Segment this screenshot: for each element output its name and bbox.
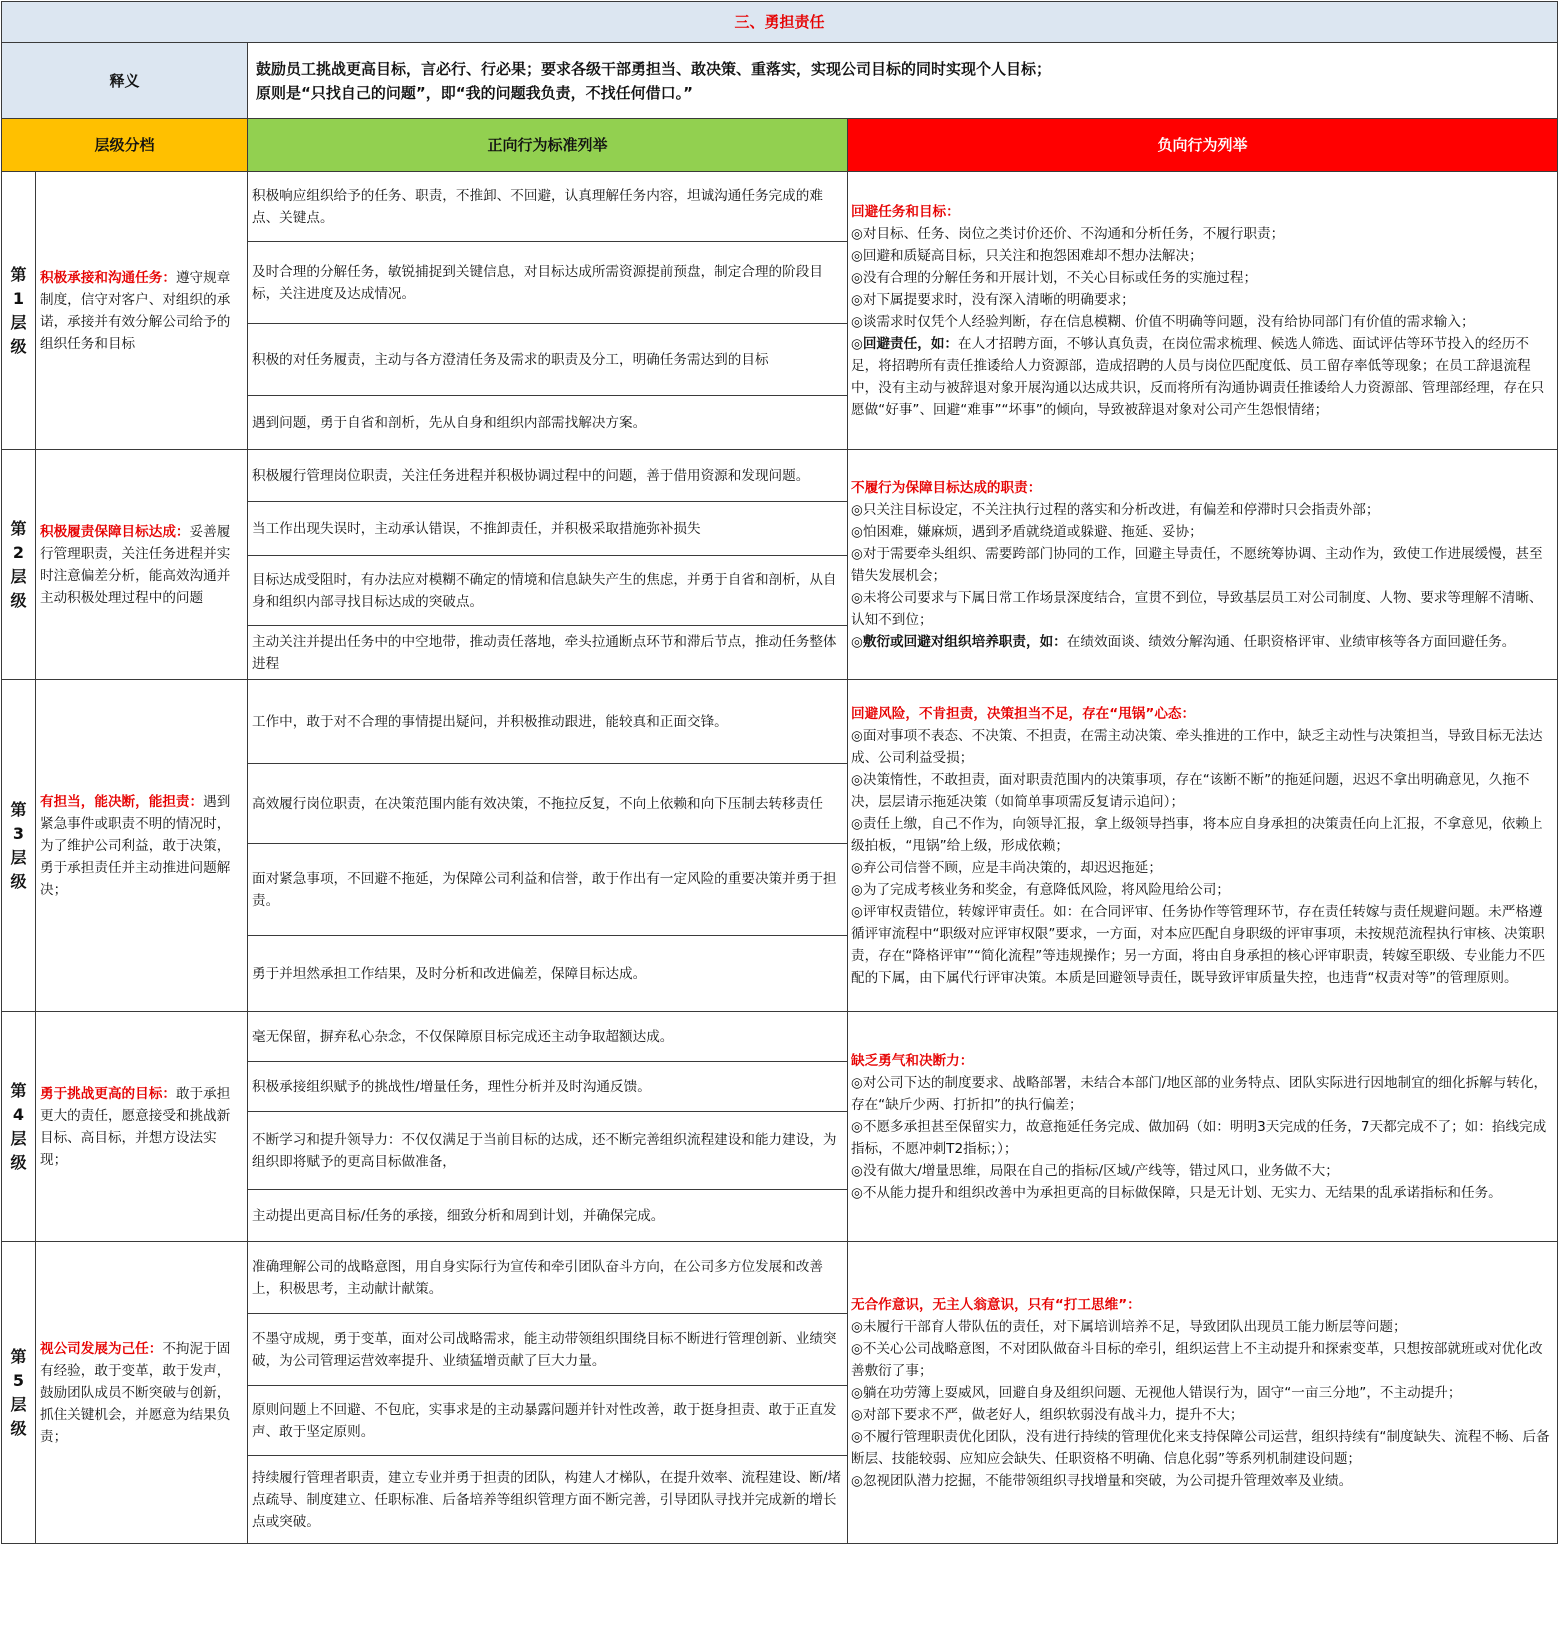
level-number [2,1012,36,1242]
positive-behavior: 准确理解公司的战略意图，用自身实际行为宣传和牵引团队奋斗方向，在公司多方位发展和改善上，积极思考，主动献计献策。 [248,1242,848,1314]
negative-item-text: ◎面对事项不表态、不决策、不担责，在需主动决策、牵头推进的工作中，缺乏主动性与决策担当，导致目标无法达成、公司利益受损； [851,727,1543,766]
negative-item-text: ◎对下属提要求时，没有深入清晰的明确要求； [851,291,1135,308]
negative-item-text: ◎评审权责错位，转嫁评审责任。如：在合同评审、任务协作等管理环节，存在责任转嫁与责任规避问题。未严格遵循评审流程中“职级对应评审权限”要求，一方面，对本应匹配自身职级的评审事项，未按规范流程执行审核、决策职责，存在“降格评审”“简化流程”等违规操作；另一方面，将由自身承担的核心评审职责，转嫁至职级、专业能力不匹配的下属，由下属代行评审决策。本质是回避领导责任，既导致评审质量失控，也违背“权责对等”的管理原则。 [851,903,1546,986]
level-description [36,1012,248,1242]
positive-behavior: 遇到问题，勇于自省和剖析，先从自身和组织内部需找解决方案。 [248,396,848,450]
negative-behaviors [848,1242,1558,1544]
negative-item [851,1072,1554,1116]
negative-item [851,499,1554,521]
definition-text [248,43,1558,119]
level-number-char: 第 [10,1080,27,1100]
negative-item-text: ◎对目标、任务、岗位之类讨价还价、不沟通和分析任务，不履行职责； [851,225,1285,242]
level-number [2,680,36,1012]
negative-item-text: ◎责任上缴，自己不作为，向领导汇报，拿上级领导挡事，将本应自身承担的决策责任向上汇报，不拿意见，依赖上级拍板，“甩锅”给上级，形成依赖； [851,815,1543,854]
level-number-char: 第 [10,799,27,819]
positive-behavior: 主动提出更高目标/任务的承接，细致分析和周到计划，并确保完成。 [248,1190,848,1242]
negative-item-text: ◎没有做大/增量思维，局限在自己的指标/区域/产线等，错过风口，业务做不大； [851,1162,1339,1179]
negative-behaviors [848,450,1558,680]
negative-item-text: ◎不愿多承担甚至保留实力，故意拖延任务完成、做加码（如：明明3天完成的任务，7天都完成不了；如：掐线完成指标，不愿冲刺T2指标；）； [851,1118,1547,1157]
positive-behavior: 积极响应组织给予的任务、职责，不推卸、不回避，认真理解任务内容，坦诚沟通任务完成的难点、关键点。 [248,172,848,242]
level-number [2,1242,36,1544]
negative-item-text: ◎不关心公司战略意图，不对团队做奋斗目标的牵引，组织运营上不主动提升和探索变革，只想按部就班或对优化改善敷衍了事； [851,1340,1543,1379]
negative-item-text: ◎为了完成考核业务和奖金，有意降低风险，将风险甩给公司； [851,881,1230,898]
negative-item-text: 在绩效面谈、绩效分解沟通、任职资格评审、业绩审核等各方面回避任务。 [1066,633,1516,650]
level-row [2,450,1558,502]
negative-item [851,333,1554,421]
negative-item [851,1426,1554,1470]
level-keyword: 积极承接和沟通任务： [40,269,176,286]
level-number-char: 层 [10,566,27,586]
negative-item-text: ◎躺在功劳簿上耍威风，回避自身及组织问题、无视他人错误行为，固守“一亩三分地”，不主动提升； [851,1384,1462,1401]
responsibility-table [1,1,1558,1544]
negative-item [851,245,1554,267]
level-number-char: 级 [10,336,27,356]
positive-behavior: 目标达成受阻时，有办法应对模糊不确定的情境和信息缺失产生的焦虑，并勇于自省和剖析，从自身和组织内部寻找目标达成的突破点。 [248,556,848,626]
header-positive: 正向行为标准列举 [248,119,848,172]
level-number-char: 层 [10,847,27,867]
negative-item-bold: ◎回避责任，如： [851,335,959,352]
positive-behavior: 高效履行岗位职责，在决策范围内能有效决策，不拖拉反复，不向上依赖和向下压制去转移责任 [248,764,848,844]
negative-item-text: ◎对部下要求不严，做老好人，组织软弱没有战斗力，提升不大； [851,1406,1244,1423]
negative-item [851,813,1554,857]
header-negative: 负向行为列举 [848,119,1558,172]
definition-line-1: 鼓励员工挑战更高目标，言必行、行必果；要求各级干部勇担当、敢决策、重落实，实现公司目标的同时实现个人目标； [256,59,1052,78]
level-number-char: 级 [10,1152,27,1172]
level-number-char: 2 [12,542,25,562]
negative-item [851,725,1554,769]
level-row [2,1242,1558,1314]
level-row [2,172,1558,242]
negative-item-bold: ◎敷衍或回避对组织培养职责，如： [851,633,1067,650]
level-desc-text: 不拘泥于固有经验，敢于变革，敢于发声，鼓励团队成员不断突破与创新，抓住关键机会，并愿意为结果负责； [40,1340,231,1445]
negative-item [851,543,1554,587]
negative-item-text: ◎没有合理的分解任务和开展计划，不关心目标或任务的实施过程； [851,269,1258,286]
negative-item-text: ◎决策惰性，不敢担责，面对职责范围内的决策事项，存在“该断不断”的拖延问题，迟迟不拿出明确意见，久拖不决，层层请示拖延决策（如简单事项需反复请示追问）； [851,771,1530,810]
negative-item-text: ◎回避和质疑高目标，只关注和抱怨困难却不想办法解决； [851,247,1203,264]
negative-title: 缺乏勇气和决断力： [851,1052,974,1069]
negative-item [851,521,1554,543]
negative-item-text: ◎忽视团队潜力挖掘，不能带领组织寻找增量和突破，为公司提升管理效率及业绩。 [851,1472,1353,1489]
positive-behavior: 不墨守成规，勇于变革，面对公司战略需求，能主动带领组织围绕目标不断进行管理创新、业绩突破，为公司管理运营效率提升、业绩猛增贡献了巨大力量。 [248,1314,848,1386]
level-row [2,680,1558,764]
positive-behavior: 原则问题上不回避、不包庇，实事求是的主动暴露问题并针对性改善，敢于挺身担责、敢于正直发声、敢于坚定原则。 [248,1386,848,1456]
level-number-char: 1 [12,288,25,308]
level-number-char: 第 [10,518,27,538]
level-number-char: 3 [12,823,25,843]
level-desc-text: 遇到紧急事件或职责不明的情况时，为了维护公司利益，敢于决策，勇于承担责任并主动推进问题解决； [40,793,231,898]
negative-item-text: 在人才招聘方面，不够认真负责，在岗位需求梳理、候选人筛选、面试评估等环节投入的经历不足，将招聘所有责任推诿给人力资源部，造成招聘的人员与岗位匹配度低、员工留存率低等现象；在员工辞退流程中，没有主动与被辞退对象开展沟通以达成共识，反而将所有沟通协调责任推诿给人力资源部、管理部经理，存在只愿做“好事”、回避“难事”“坏事”的倾向，导致被辞退对象对公司产生怨恨情绪； [851,335,1545,418]
positive-behavior: 勇于并坦然承担工作结果，及时分析和改进偏差，保障目标达成。 [248,936,848,1012]
level-number-char: 第 [10,1346,27,1366]
positive-behavior: 毫无保留，摒弃私心杂念，不仅保障原目标完成还主动争取超额达成。 [248,1012,848,1062]
level-row [2,1012,1558,1062]
negative-item-text: ◎未将公司要求与下属日常工作场景深度结合，宣贯不到位，导致基层员工对公司制度、人物、要求等理解不清晰、认知不到位； [851,589,1543,628]
positive-behavior: 主动关注并提出任务中的中空地带，推动责任落地，牵头拉通断点环节和滞后节点，推动任务整体进程 [248,626,848,680]
table-title: 三、勇担责任 [2,2,1558,43]
negative-item [851,857,1554,879]
negative-item [851,879,1554,901]
definition-line-2: 原则是“只找自己的问题”，即“我的问题我负责，不找任何借口。” [256,83,693,102]
negative-behaviors [848,680,1558,1012]
level-keyword: 有担当，能决断，能担责： [40,793,204,810]
negative-item [851,289,1554,311]
negative-item-text: ◎未履行干部育人带队伍的责任，对下属培训培养不足，导致团队出现员工能力断层等问题； [851,1318,1407,1335]
negative-item-text: ◎不履行管理职责优化团队，没有进行持续的管理优化来支持保障公司运营，组织持续有“制度缺失、流程不畅、后备断层、技能较弱、应知应会缺失、任职资格不明确、信息化弱”等系列机制建设问题； [851,1428,1550,1467]
negative-item [851,1182,1554,1204]
negative-item [851,311,1554,333]
negative-item [851,1160,1554,1182]
negative-item [851,1338,1554,1382]
positive-behavior: 当工作出现失误时，主动承认错误，不推卸责任，并积极采取措施弥补损失 [248,502,848,556]
level-number-char: 第 [10,264,27,284]
negative-item [851,1382,1554,1404]
negative-title: 回避任务和目标： [851,203,960,220]
positive-behavior: 积极的对任务履责，主动与各方澄清任务及需求的职责及分工，明确任务需达到的目标 [248,324,848,396]
level-description [36,1242,248,1544]
header-level: 层级分档 [2,119,248,172]
negative-item-text: ◎怕困难，嫌麻烦，遇到矛盾就绕道或躲避、拖延、妥协； [851,523,1203,540]
negative-item-text: ◎对公司下达的制度要求、战略部署，未结合本部门/地区部的业务特点、团队实际进行因地制宜的细化拆解与转化，存在“缺斤少两、打折扣”的执行偏差； [851,1074,1548,1113]
level-keyword: 视公司发展为己任： [40,1340,163,1357]
negative-item-text: ◎只关注目标设定，不关注执行过程的落实和分析改进，有偏差和停滞时只会指责外部； [851,501,1380,518]
level-number-char: 4 [12,1104,25,1124]
negative-item [851,1116,1554,1160]
positive-behavior: 面对紧急事项，不回避不拖延，为保障公司利益和信誉，敢于作出有一定风险的重要决策并勇于担责。 [248,844,848,936]
negative-item [851,267,1554,289]
positive-behavior: 不断学习和提升领导力：不仅仅满足于当前目标的达成，还不断完善组织流程建设和能力建设，为组织即将赋予的更高目标做准备， [248,1112,848,1190]
level-number-char: 级 [10,590,27,610]
level-number-char: 层 [10,1128,27,1148]
level-number-char: 层 [10,312,27,332]
negative-item [851,1316,1554,1338]
level-number [2,450,36,680]
level-desc-text: 妥善履行管理职责，关注任务进程并实时注意偏差分析，能高效沟通并主动积极处理过程中的问题 [40,523,231,606]
negative-item-text: ◎谈需求时仅凭个人经验判断，存在信息模糊、价值不明确等问题，没有给协同部门有价值的需求输入； [851,313,1475,330]
negative-title: 不履行为保障目标达成的职责： [851,479,1042,496]
positive-behavior: 及时合理的分解任务，敏锐捕捉到关键信息，对目标达成所需资源提前预盘，制定合理的阶段目标，关注进度及达成情况。 [248,242,848,324]
level-keyword: 积极履责保障目标达成： [40,523,190,540]
negative-item [851,1404,1554,1426]
positive-behavior: 积极履行管理岗位职责，关注任务进程并积极协调过程中的问题，善于借用资源和发现问题。 [248,450,848,502]
positive-behavior: 工作中，敢于对不合理的事情提出疑问，并积极推动跟进，能较真和正面交锋。 [248,680,848,764]
level-number [2,172,36,450]
negative-behaviors [848,1012,1558,1242]
level-desc-text: 敢于承担更大的责任，愿意接受和挑战新目标、高目标，并想方设法实现； [40,1085,231,1168]
level-number-char: 层 [10,1394,27,1414]
level-number-char: 级 [10,871,27,891]
negative-item [851,1470,1554,1492]
positive-behavior: 积极承接组织赋予的挑战性/增量任务，理性分析并及时沟通反馈。 [248,1062,848,1112]
level-number-char: 5 [12,1370,25,1390]
definition-label: 释义 [2,43,248,119]
level-number-char: 级 [10,1418,27,1438]
level-description [36,172,248,450]
negative-behaviors [848,172,1558,450]
negative-item [851,769,1554,813]
negative-item-text: ◎弃公司信誉不顾，应是丰尚决策的，却迟迟拖延； [851,859,1162,876]
positive-behavior: 持续履行管理者职责，建立专业并勇于担责的团队，构建人才梯队，在提升效率、流程建设、断/堵点疏导、制度建立、任职标准、后备培养等组织管理方面不断完善，引导团队寻找并完成新的增长点或突破。 [248,1456,848,1544]
level-description [36,450,248,680]
negative-item-text: ◎对于需要牵头组织、需要跨部门协同的工作，回避主导责任，不愿统筹协调、主动作为，致使工作进展缓慢，甚至错失发展机会； [851,545,1543,584]
negative-item-text: ◎不从能力提升和组织改善中为承担更高的目标做保障，只是无计划、无实力、无结果的乱承诺指标和任务。 [851,1184,1502,1201]
negative-item [851,223,1554,245]
negative-item [851,901,1554,989]
level-description [36,680,248,1012]
negative-title: 回避风险，不肯担责，决策担当不足，存在“甩锅”心态： [851,705,1196,722]
negative-item [851,631,1554,653]
negative-title: 无合作意识，无主人翁意识，只有“打工思维”： [851,1296,1141,1313]
level-desc-text: 遵守规章制度，信守对客户、对组织的承诺，承接并有效分解公司给予的组织任务和目标 [40,269,231,352]
negative-item [851,587,1554,631]
level-keyword: 勇于挑战更高的目标： [40,1085,176,1102]
